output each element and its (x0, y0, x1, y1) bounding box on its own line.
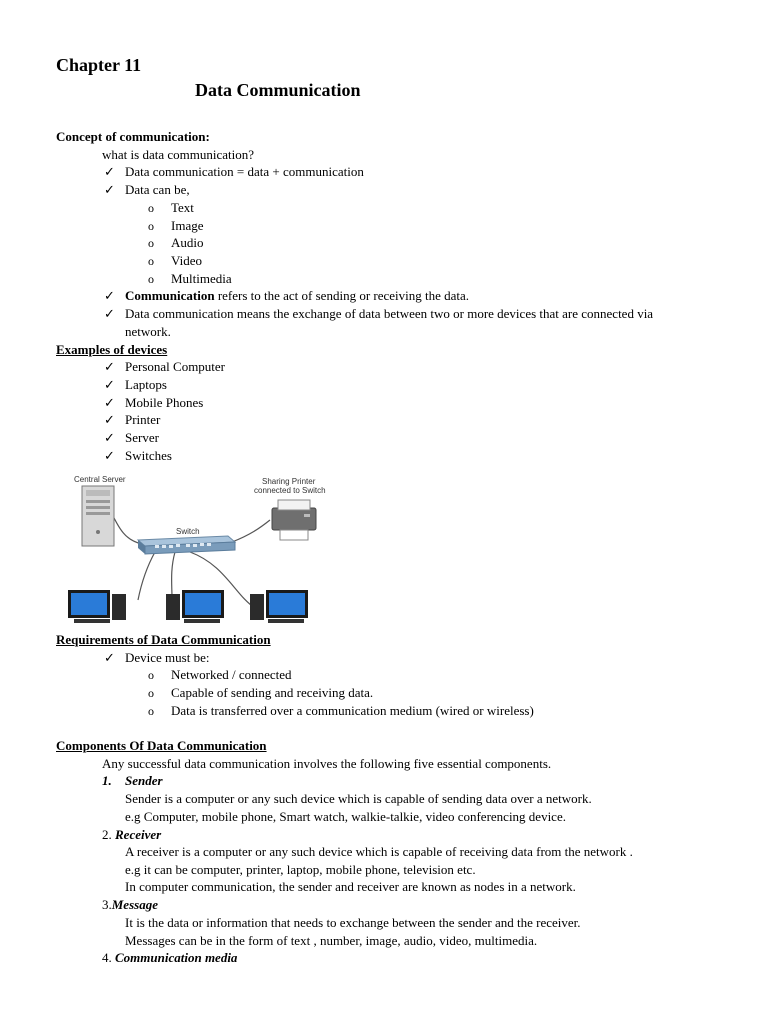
data-type-item: Audio (171, 235, 204, 250)
cable-pc-middle (172, 552, 175, 598)
device-item: Mobile Phones (125, 395, 204, 410)
requirements-heading: Requirements of Data Communication (56, 632, 271, 647)
data-type-item: Image (171, 218, 204, 233)
check-icon: ✓ (104, 650, 115, 665)
message-heading (102, 897, 158, 913)
requirement-subitem: Data is transferred over a communication medium (wired or wireless) (171, 703, 534, 718)
communication-term: Communication (125, 288, 215, 303)
receiver-description: A receiver is a computer or any such device which is capable of receiving data from the network . (125, 844, 633, 859)
check-icon: ✓ (104, 377, 115, 392)
check-icon: ✓ (104, 182, 115, 197)
check-icon: ✓ (104, 448, 115, 463)
media-heading (102, 950, 237, 966)
media-title: Communication media (115, 950, 238, 965)
network-diagram (60, 470, 350, 628)
message-number: 3. (102, 897, 112, 912)
components-intro: Any successful data communication involves the following five essential components. (102, 756, 552, 771)
circle-bullet-icon: o (148, 254, 154, 268)
central-server-label: Central Server (74, 475, 126, 484)
device-item: Server (125, 430, 159, 445)
check-icon: ✓ (104, 430, 115, 445)
circle-bullet-icon: o (148, 236, 154, 250)
printer-label-line1: Sharing Printer (262, 477, 316, 486)
receiver-title: Receiver (115, 827, 162, 842)
computer-icon (250, 590, 308, 623)
circle-bullet-icon: o (148, 201, 154, 215)
communication-definition: refers to the act of sending or receiving the data. (214, 288, 470, 303)
message-forms: Messages can be in the form of text , number, image, audio, video, multimedia. (125, 933, 538, 948)
switch-label: Switch (176, 527, 200, 536)
requirement-subitem: Networked / connected (171, 667, 292, 682)
device-item: Printer (125, 412, 161, 427)
sender-title: Sender (125, 773, 163, 788)
check-icon: ✓ (104, 412, 115, 427)
circle-bullet-icon: o (148, 272, 154, 286)
check-icon: ✓ (104, 288, 115, 303)
cable-printer (232, 520, 270, 542)
receiver-note: In computer communication, the sender and receiver are known as nodes in a network. (125, 879, 576, 894)
computer-icon (68, 590, 126, 623)
message-description: It is the data or information that needs to exchange between the sender and the receiver. (125, 915, 581, 930)
computer-icon (166, 590, 224, 623)
receiver-example: e.g it can be computer, printer, laptop, mobile phone, television etc. (125, 862, 476, 877)
circle-bullet-icon: o (148, 686, 154, 700)
data-type-item: Multimedia (171, 271, 232, 286)
receiver-heading (102, 827, 161, 843)
concept-item: Data communication means the exchange of data between two or more devices that are connected via (125, 306, 654, 321)
data-type-item: Video (171, 253, 202, 268)
device-item: Switches (125, 448, 172, 463)
media-number: 4. (102, 950, 112, 965)
check-icon: ✓ (104, 395, 115, 410)
switch-icon (138, 536, 235, 554)
concept-heading: Concept of communication: (56, 129, 210, 144)
circle-bullet-icon: o (148, 704, 154, 718)
check-icon: ✓ (104, 359, 115, 374)
receiver-number: 2. (102, 827, 112, 842)
concept-item (125, 288, 469, 304)
printer-label-line2: connected to Switch (254, 486, 326, 495)
printer-icon (272, 500, 316, 540)
circle-bullet-icon: o (148, 668, 154, 682)
concept-item: Data can be, (125, 182, 190, 197)
cable-server (110, 510, 142, 544)
concept-question: what is data communication? (102, 147, 254, 162)
requirement-item: Device must be: (125, 650, 210, 665)
cable-pc-left (138, 552, 155, 600)
chapter-number: Chapter 11 (56, 55, 142, 75)
sender-description: Sender is a computer or any such device which is capable of sending data over a network. (125, 791, 592, 806)
examples-heading: Examples of devices (56, 342, 168, 357)
check-icon: ✓ (104, 306, 115, 321)
server-icon (82, 486, 114, 546)
check-icon: ✓ (104, 164, 115, 179)
device-item: Laptops (125, 377, 167, 392)
concept-item-continued: network. (125, 324, 171, 339)
components-heading: Components Of Data Communication (56, 738, 267, 753)
concept-item: Data communication = data + communication (125, 164, 364, 179)
data-type-item: Text (171, 200, 194, 215)
message-title: Message (111, 897, 158, 912)
sender-number: 1. (102, 773, 112, 788)
device-item: Personal Computer (125, 359, 226, 374)
page-title: Data Communication (195, 80, 361, 100)
circle-bullet-icon: o (148, 219, 154, 233)
sender-example: e.g Computer, mobile phone, Smart watch, walkie-talkie, video conferencing device. (125, 809, 566, 824)
requirement-subitem: Capable of sending and receiving data. (171, 685, 374, 700)
